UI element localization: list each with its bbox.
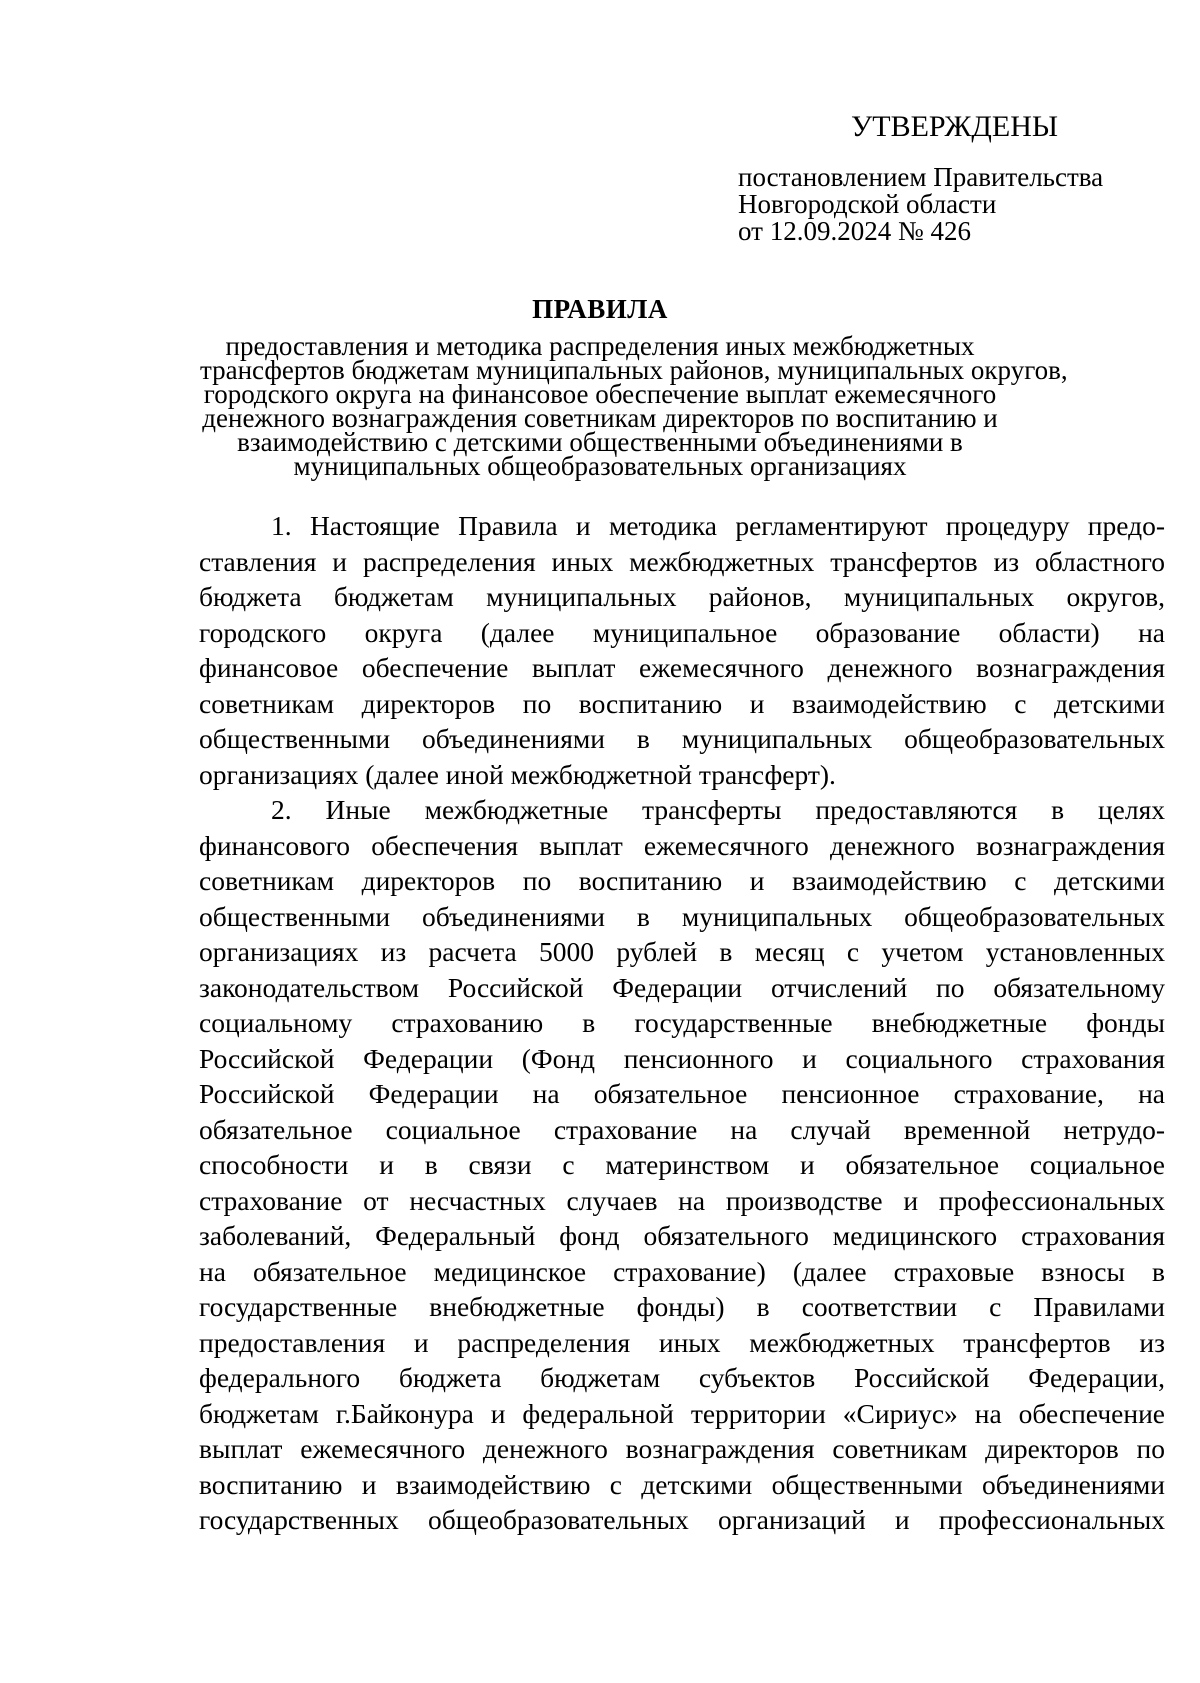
paragraph-line: советникам директоров по воспитанию и взаимодействию с детскими [199, 687, 1165, 719]
subtitle-line: денежного вознаграждения советникам директоров по воспитанию и [202, 403, 998, 433]
paragraph-line: Российской Федерации на обязательное пенсионное страхование, на [199, 1078, 1165, 1109]
paragraph-line: 1. Настоящие Правила и методика регламентируют процедуру предо- [271, 510, 1165, 541]
paragraph-line: на обязательное медицинское страхование) (далее страховые взносы в [199, 1255, 1165, 1287]
paragraph-line: бюджета бюджетам муниципальных районов, муниципальных округов, [199, 581, 1165, 612]
approval-block [738, 112, 1158, 245]
paragraph-line: обязательное социальное страхование на случай временной нетрудо- [199, 1113, 1165, 1145]
paragraph-line: советникам директоров по воспитанию и взаимодействию с детскими [199, 865, 1165, 896]
subtitle-line: городского округа на финансовое обеспечение выплат ежемесячного [203, 379, 997, 409]
paragraph-line: государственные внебюджетные фонды) в соответствии с Правилами [199, 1291, 1165, 1322]
paragraph-line: городского округа (далее муниципальное образование области) на [199, 616, 1165, 648]
paragraph-line: предоставления и распределения иных межбюджетных трансфертов из [199, 1326, 1165, 1358]
paragraph-line: финансовое обеспечение выплат ежемесячного денежного вознаграждения [199, 652, 1165, 683]
document-body [199, 508, 1165, 1538]
paragraph-line: государственных общеобразовательных организаций и профессиональных [199, 1504, 1165, 1535]
paragraph-line: финансового обеспечения выплат ежемесячного денежного вознаграждения [199, 829, 1165, 861]
approval-line: Новгородской области [738, 189, 997, 219]
paragraph-line: бюджетам г.Байконура и федеральной территории «Сириус» на обеспечение [199, 1397, 1165, 1429]
subtitle-line: взаимодействию с детскими общественными объединениями в [237, 427, 963, 457]
paragraph-1 [199, 508, 1165, 792]
paragraph-line: общественными объединениями в муниципальных общеобразовательных [199, 723, 1165, 754]
document-subtitle [200, 331, 1068, 481]
paragraph-line: способности и в связи с материнством и обязательное социальное [199, 1149, 1165, 1180]
paragraph-line: организациях (далее иной межбюджетной трансферт). [199, 758, 836, 790]
approval-line: постановлением Правительства [738, 162, 1104, 192]
paragraph-line: воспитанию и взаимодействию с детскими общественными объединениями [199, 1468, 1165, 1500]
paragraph-line: 2. Иные межбюджетные трансферты предоставляются в целях [271, 794, 1165, 825]
paragraph-line: Российской Федерации (Фонд пенсионного и социального страхования [199, 1042, 1165, 1074]
paragraph-line: общественными объединениями в муниципальных общеобразовательных [199, 900, 1165, 932]
approval-line: от 12.09.2024 № 426 [738, 216, 971, 246]
paragraph-2 [199, 792, 1165, 1538]
paragraph-line: социальному страхованию в государственные внебюджетные фонды [199, 1007, 1165, 1038]
document-title: ПРАВИЛА [532, 294, 668, 324]
subtitle-line: трансфертов бюджетам муниципальных районов, муниципальных округов, [200, 355, 1068, 385]
subtitle-line: муниципальных общеобразовательных организациях [293, 451, 907, 481]
paragraph-line: федерального бюджета бюджетам субъектов Российской Федерации, [199, 1362, 1165, 1393]
paragraph-line: страхование от несчастных случаев на производстве и профессиональных [199, 1184, 1165, 1216]
subtitle-line: предоставления и методика распределения иных межбюджетных [225, 331, 975, 361]
paragraph-line: организациях из расчета 5000 рублей в месяц с учетом установленных [199, 936, 1165, 967]
paragraph-line: выплат ежемесячного денежного вознаграждения советникам директоров по [199, 1433, 1165, 1464]
paragraph-line: законодательством Российской Федерации отчислений по обязательному [199, 971, 1165, 1003]
paragraph-line: заболеваний, Федеральный фонд обязательного медицинского страхования [199, 1220, 1165, 1251]
approval-title: УТВЕРЖДЕНЫ [851, 110, 1059, 143]
paragraph-line: ставления и распределения иных межбюджетных трансфертов из областного [199, 545, 1165, 577]
